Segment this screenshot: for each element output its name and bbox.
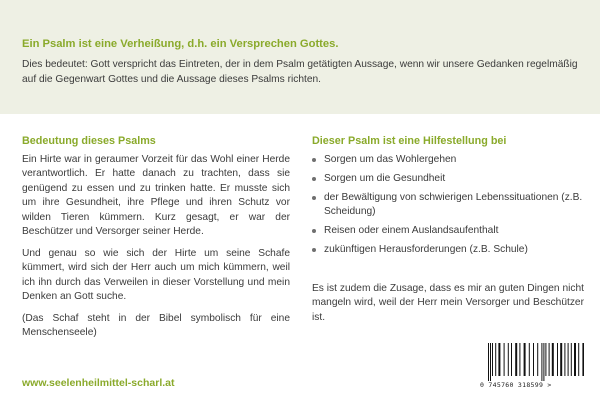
barcode-bar: [508, 343, 509, 376]
help-list-item: [312, 243, 584, 258]
barcode-bar: [488, 343, 489, 381]
barcode-bar: [568, 343, 569, 376]
meaning-section: [22, 134, 290, 348]
barcode-bar: [564, 343, 565, 376]
help-title: Dieser Psalm ist eine Hilfestellung bei: [312, 135, 507, 147]
barcode-bar: [495, 343, 496, 376]
meaning-paragraph-2: Und genau so wie sich der Hirte um seine Schafe kümmert, wird sich der Herr auch um mich kümmern, weil ich ihn durch das Verweilen in dieser Vorstellung und mein Denken an Gott suche.: [22, 247, 290, 302]
barcode-bar: [537, 343, 538, 376]
intro-text: Dies bedeutet: Gott verspricht das Eintreten, der in dem Psalm getätigten Aussage, wenn wir unsere Gedanken regelmäßig auf die Gegenwart Gottes und die Aussage dieses Psalms richten.: [22, 59, 578, 85]
barcode-bar: [515, 343, 517, 376]
barcode-bar: [545, 343, 546, 376]
barcode-bar: [549, 343, 550, 376]
help-item-text: zukünftigen Herausforderungen (z.B. Schule): [324, 244, 528, 255]
help-item-text: Sorgen um die Gesundheit: [324, 172, 446, 184]
barcode-bar: [504, 343, 505, 376]
barcode-bar: [519, 343, 520, 376]
barcode-bar: [524, 343, 526, 376]
barcode: [480, 343, 584, 391]
bullet-icon: [312, 158, 316, 162]
meaning-title: Bedeutung dieses Psalms: [22, 135, 156, 147]
bullet-icon: [312, 177, 316, 181]
barcode-bar: [557, 343, 558, 376]
barcode-bar: [578, 343, 579, 376]
help-list-item: [312, 153, 584, 168]
barcode-bar: [560, 343, 562, 376]
help-section: [312, 134, 584, 325]
barcode-bar: [574, 343, 576, 376]
help-item-text: der Bewältigung von schwierigen Lebenssituationen (z.B. Scheidung): [324, 191, 583, 217]
intro-title: Ein Psalm ist eine Verheißung, d.h. ein Versprechen Gottes.: [22, 38, 339, 50]
help-closing-text: Es ist zudem die Zusage, dass es mir an guten Dingen nicht mangeln wird, weil der Herr mein Versorger und Beschützer ist.: [312, 282, 584, 323]
barcode-bar: [541, 343, 542, 381]
barcode-bars: [480, 343, 584, 381]
barcode-bar: [490, 343, 491, 381]
meaning-paragraph-3: (Das Schaf steht in der Bibel symbolisch für eine Menschenseele): [22, 312, 290, 338]
bullet-icon: [312, 229, 316, 233]
bullet-icon: [312, 196, 316, 200]
barcode-bar: [492, 343, 493, 376]
barcode-bar: [543, 343, 544, 381]
barcode-bar: [571, 343, 572, 376]
barcode-bar: [582, 343, 584, 376]
barcode-bar: [511, 343, 512, 376]
barcode-bar: [529, 343, 530, 376]
help-item-text: Reisen oder einem Auslandsaufenthalt: [324, 225, 499, 236]
barcode-number: 0 745760 318599 >: [480, 381, 552, 389]
help-list-item: [312, 224, 584, 239]
meaning-paragraph-1: Ein Hirte war in geraumer Vorzeit für das Wohl einer Herde verantwortlich. Er hatte danach zu trachten, dass sie genügend zu essen und zu trinken hatte. Er musste sich um ihre Gesundheit, ihre Pflege und ihren Schutz vor wilden Tieren kümmern. Kurz gesagt, er war der Beschützer und Versorger seiner Herde.: [22, 153, 290, 237]
help-list-item: [312, 191, 584, 220]
website-link[interactable]: www.seelenheilmittel-scharl.at: [22, 377, 175, 389]
intro-band: [0, 0, 600, 114]
barcode-bar: [533, 343, 534, 376]
barcode-bar: [498, 343, 500, 376]
help-item-text: Sorgen um das Wohlergehen: [324, 153, 457, 165]
bullet-icon: [312, 248, 316, 252]
help-list-item: [312, 172, 584, 187]
barcode-bar: [552, 343, 554, 376]
help-list: [312, 153, 584, 258]
